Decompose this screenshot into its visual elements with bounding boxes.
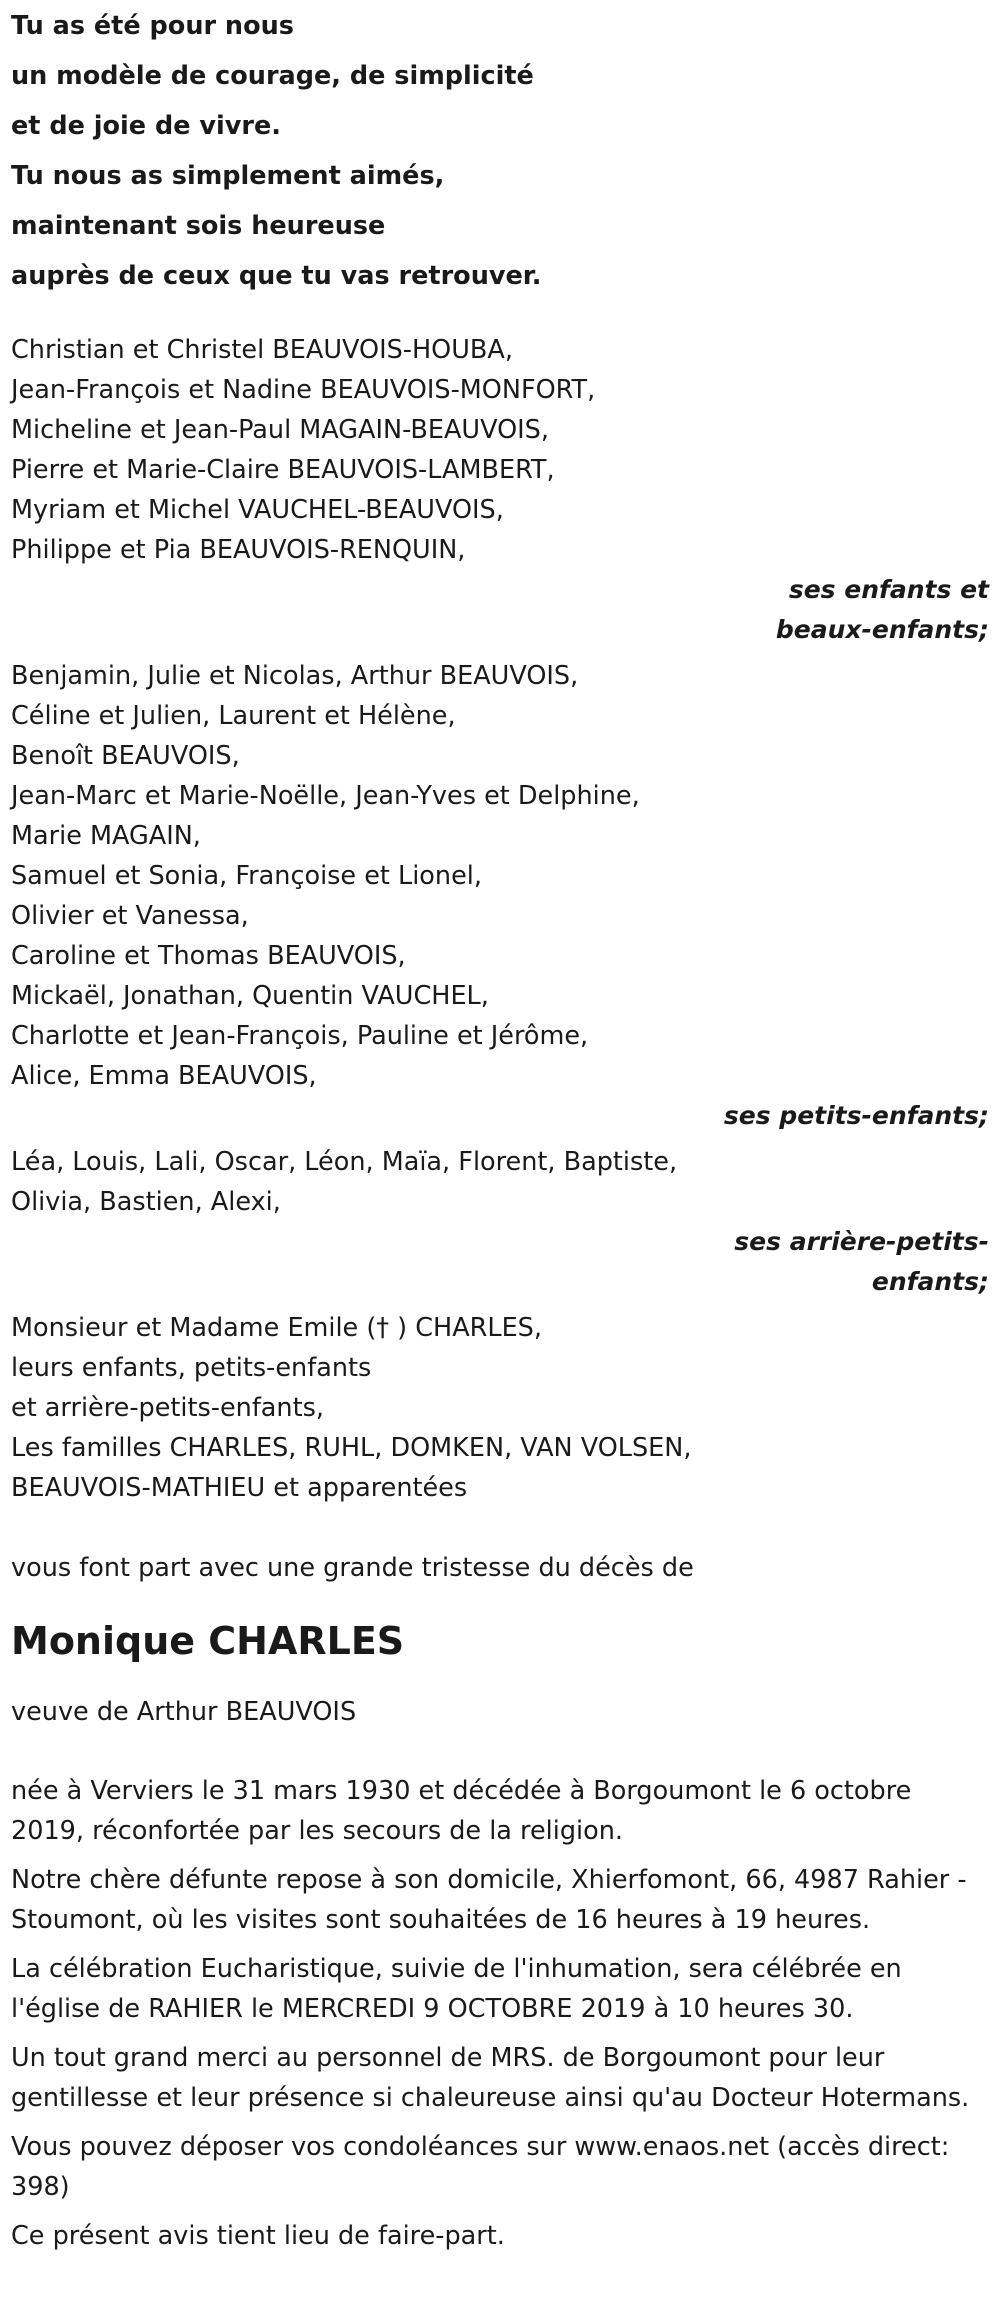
family-line: Charlotte et Jean-François, Pauline et Jérôme,	[11, 1021, 589, 1051]
children-list	[11, 330, 989, 650]
visitation-paragraph: Notre chère défunte repose à son domicile, Xhierfomont, 66, 4987 Rahier - Stoumont, où les visites sont souhaitées de 16 heures à 19 heures.	[11, 1865, 967, 1935]
details	[11, 1771, 989, 2256]
thanks-paragraph: Un tout grand merci au personnel de MRS. de Borgoumont pour leur gentillesse et leur présence si chaleureuse ainsi qu'au Docteur Hotermans.	[11, 2043, 970, 2113]
grandchildren-list	[11, 656, 989, 1136]
family-line: Monsieur et Madame Emile († ) CHARLES,	[11, 1313, 542, 1343]
announcement-text: vous font part avec une grande tristesse du décès de	[11, 1553, 694, 1583]
family-line: Les familles CHARLES, RUHL, DOMKEN, VAN VOLSEN,	[11, 1433, 692, 1463]
family-line: Micheline et Jean-Paul MAGAIN-BEAUVOIS,	[11, 415, 549, 445]
condolences-paragraph: Vous pouvez déposer vos condoléances sur www.enaos.net (accès direct: 398)	[11, 2132, 950, 2202]
family-line: Marie MAGAIN,	[11, 821, 201, 851]
poem-line: et de joie de vivre.	[11, 111, 281, 141]
family-line: Alice, Emma BEAUVOIS,	[11, 1061, 317, 1091]
family-line: Benjamin, Julie et Nicolas, Arthur BEAUVOIS,	[11, 661, 579, 691]
family-line: Mickaël, Jonathan, Quentin VAUCHEL,	[11, 981, 489, 1011]
family-line: Caroline et Thomas BEAUVOIS,	[11, 941, 406, 971]
family-line: BEAUVOIS-MATHIEU et apparentées	[11, 1473, 468, 1503]
other-family-list	[11, 1308, 989, 1508]
deceased-name: Monique CHARLES	[11, 1619, 405, 1663]
poem-line: maintenant sois heureuse	[11, 211, 386, 241]
family-line: Léa, Louis, Lali, Oscar, Léon, Maïa, Florent, Baptiste,	[11, 1147, 678, 1177]
poem-line: auprès de ceux que tu vas retrouver.	[11, 261, 542, 291]
family-line: Philippe et Pia BEAUVOIS-RENQUIN,	[11, 535, 466, 565]
poem-line: Tu as été pour nous	[11, 11, 294, 41]
ceremony-paragraph: La célébration Eucharistique, suivie de l'inhumation, sera célébrée en l'église de RAHIER le MERCREDI 9 OCTOBRE 2019 à 10 heures 30.	[11, 1954, 902, 2024]
relation-label: ses arrière-petits-	[734, 1227, 989, 1256]
widow-of-text: veuve de Arthur BEAUVOIS	[11, 1697, 357, 1727]
family-line: Myriam et Michel VAUCHEL-BEAUVOIS,	[11, 495, 504, 525]
poem-line: Tu nous as simplement aimés,	[11, 161, 445, 191]
family-line: Samuel et Sonia, Françoise et Lionel,	[11, 861, 482, 891]
family-line: Jean-François et Nadine BEAUVOIS-MONFORT,	[11, 375, 596, 405]
family-line: Benoît BEAUVOIS,	[11, 741, 240, 771]
relation-label: ses petits-enfants;	[723, 1101, 989, 1130]
family-line: Céline et Julien, Laurent et Hélène,	[11, 701, 456, 731]
birth-death-paragraph: née à Verviers le 31 mars 1930 et décédée à Borgoumont le 6 octobre 2019, réconfortée par les secours de la religion.	[11, 1776, 912, 1846]
family-line: Pierre et Marie-Claire BEAUVOIS-LAMBERT,	[11, 455, 555, 485]
family-line: leurs enfants, petits-enfants	[11, 1353, 372, 1383]
relation-label: enfants;	[871, 1267, 989, 1296]
relation-label: ses enfants et	[788, 575, 989, 604]
closing-paragraph: Ce présent avis tient lieu de faire-part.	[11, 2221, 505, 2251]
great-grandchildren-list	[11, 1142, 989, 1302]
family-line: Olivia, Bastien, Alexi,	[11, 1187, 281, 1217]
relation-label: beaux-enfants;	[775, 615, 989, 644]
family-line: et arrière-petits-enfants,	[11, 1393, 324, 1423]
obituary-notice	[11, 0, 989, 2256]
family-line: Olivier et Vanessa,	[11, 901, 249, 931]
poem	[11, 0, 989, 301]
poem-line: un modèle de courage, de simplicité	[11, 61, 534, 91]
family-line: Christian et Christel BEAUVOIS-HOUBA,	[11, 335, 513, 365]
family-line: Jean-Marc et Marie-Noëlle, Jean-Yves et Delphine,	[11, 781, 640, 811]
